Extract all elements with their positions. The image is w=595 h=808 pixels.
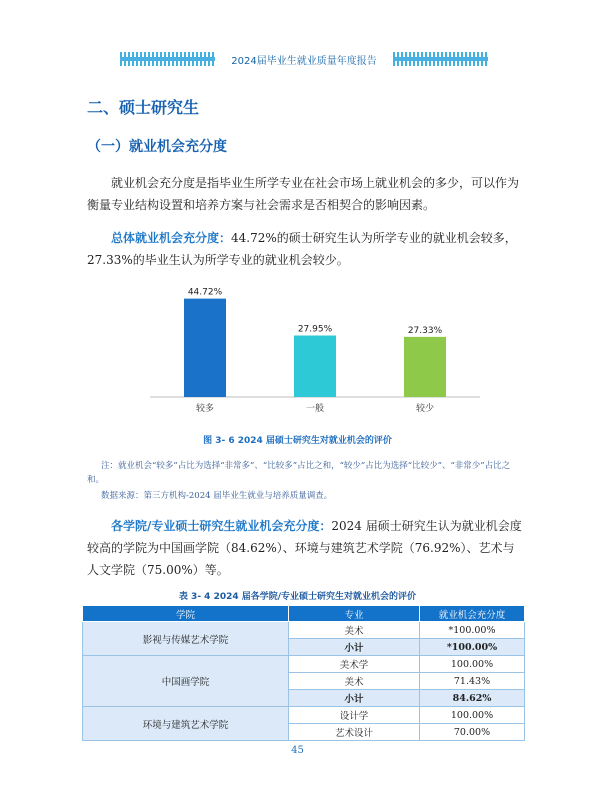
major-cell: 美术	[289, 673, 420, 690]
bar-0	[184, 299, 226, 397]
major-cell: 艺术设计	[289, 724, 420, 741]
college-label: 各学院/专业硕士研究生就业机会充分度：	[111, 519, 332, 533]
chart-note: 注：就业机会“较多”占比为选择“非常多”、“比较多”占比之和，“较少”占比为选择“比较少”、“非常少”占比之和。	[87, 461, 511, 485]
major-cell: 美术	[289, 622, 420, 639]
college-major-table	[82, 605, 525, 741]
header-opportunity: 就业机会充分度	[420, 606, 525, 622]
data-source: 数据来源：第三方机构-2024 届毕业生就业与培养质量调查。	[101, 491, 333, 501]
section-title: 二、硕士研究生	[87, 98, 200, 117]
overall-text: 44.72%的硕士研究生认为所学专业的就业机会较多，27.33%的毕业生认为所学专业的就业机会较少。	[87, 231, 517, 267]
value-cell: 70.00%	[420, 724, 525, 741]
table-header-row	[83, 606, 525, 622]
college-text: 2024 届硕士研究生认为就业机会度较高的学院为中国画学院（84.62%）、环境与建筑艺术学院（76.92%）、艺术与人文学院（75.00%）等。	[87, 519, 522, 577]
value-cell: *100.00%	[420, 622, 525, 639]
data-label-0: 44.72%	[187, 287, 223, 298]
x-tick-label-0: 较多	[195, 404, 215, 414]
major-cell: 设计学	[289, 707, 420, 724]
table-row	[83, 656, 525, 673]
value-cell: 71.43%	[420, 673, 525, 690]
employment-opportunity-chart	[150, 275, 480, 415]
major-cell: 美术学	[289, 656, 420, 673]
major-cell: 小计	[289, 639, 420, 656]
data-label-1: 27.95%	[297, 324, 333, 335]
report-header-banner	[120, 50, 488, 68]
bar-1	[294, 336, 336, 397]
x-tick-label-2: 较少	[415, 404, 435, 414]
header-major: 专业	[289, 606, 420, 622]
value-cell: 100.00%	[420, 707, 525, 724]
overall-paragraph	[87, 227, 522, 271]
overall-label: 总体就业机会充分度：	[111, 231, 232, 245]
data-label-2: 27.33%	[407, 325, 443, 336]
table-caption: 表 3- 4 2024 届各学院/专业硕士研究生对就业机会的评价	[178, 592, 417, 602]
table-row	[83, 707, 525, 724]
figure-caption: 图 3- 6 2024 届硕士研究生对就业机会的评价	[203, 436, 392, 446]
intro-paragraph: 就业机会充分度是指毕业生所学专业在社会市场上就业机会的多少，可以作为衡量专业结构设置和培养方案与社会需求是否相契合的影响因素。	[87, 176, 520, 212]
college-cell: 中国画学院	[83, 656, 289, 707]
table-row	[83, 622, 525, 639]
subsection-title: （一）就业机会充分度	[87, 139, 227, 155]
college-cell: 影视与传媒艺术学院	[83, 622, 289, 656]
page-number: 45	[291, 745, 304, 756]
header-college: 学院	[83, 606, 289, 622]
value-cell: 84.62%	[420, 690, 525, 707]
college-cell: 环境与建筑艺术学院	[83, 707, 289, 741]
chart-svg	[150, 275, 480, 415]
college-paragraph	[87, 515, 522, 581]
bar-2	[404, 337, 446, 397]
major-cell: 小计	[289, 690, 420, 707]
value-cell: *100.00%	[420, 639, 525, 656]
value-cell: 100.00%	[420, 656, 525, 673]
report-title: 2024届毕业生就业质量年度报告	[225, 56, 382, 67]
x-tick-label-1: 一般	[305, 404, 325, 414]
